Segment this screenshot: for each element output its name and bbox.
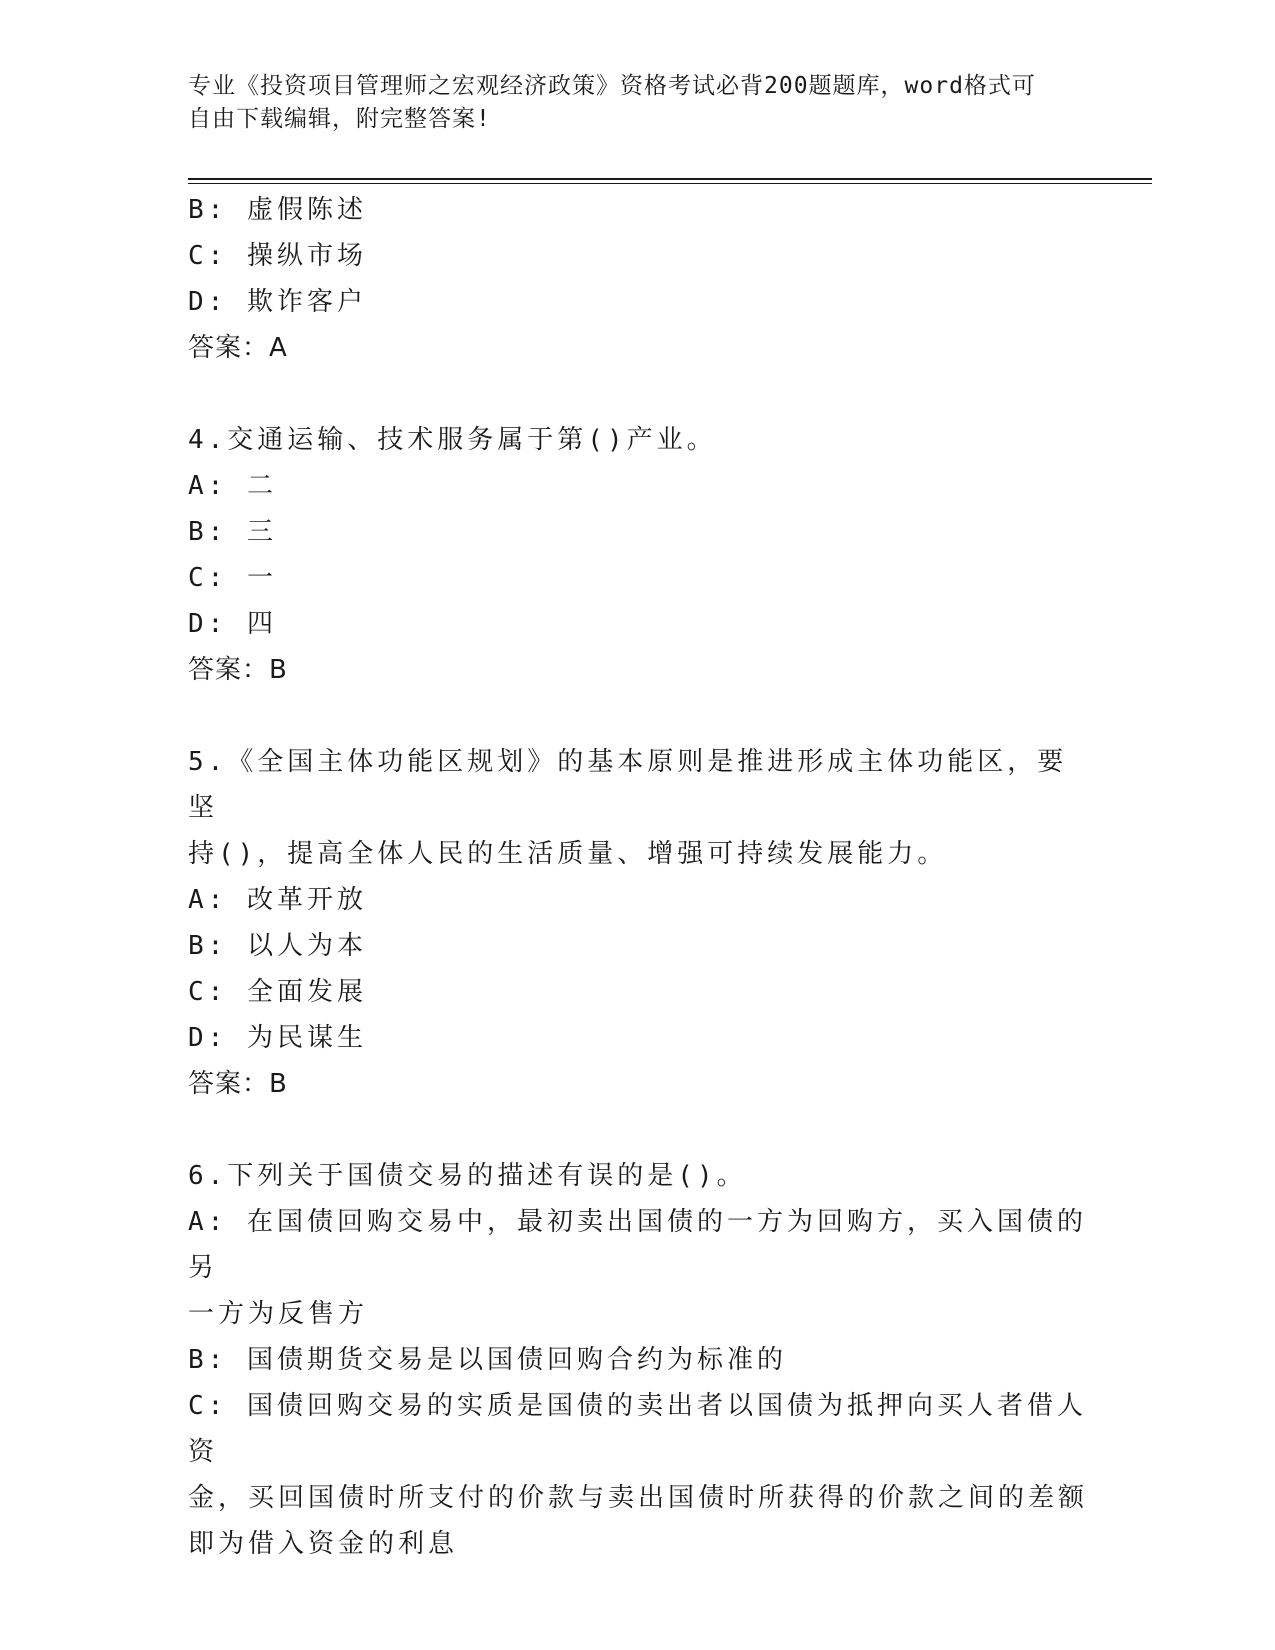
spacer [188,693,1088,739]
q4-option-a: A: 二 [188,471,277,501]
q6-option-c-line-1: C: 国债回购交易的实质是国债的卖出者以国债为抵押向买人者借人资 [188,1391,1087,1467]
q6-option-c-line-2: 金，买回国债时所支付的价款与卖出国债时所获得的价款之间的差额 [188,1483,1089,1513]
q4-stem: 4.交通运输、技术服务属于第()产业。 [188,425,717,455]
spacer [188,1107,1088,1153]
q3-answer: 答案：A [188,333,288,363]
question-5 [188,739,1088,1107]
q5-option-d: D: 为民谋生 [188,1023,367,1053]
q5-option-c: C: 全面发展 [188,977,367,1007]
q4-option-d: D: 四 [188,609,277,639]
q5-option-a: A: 改革开放 [188,885,367,915]
q6-option-a-line-1: A: 在国债回购交易中，最初卖出国债的一方为回购方，买入国债的另 [188,1207,1087,1283]
q5-stem-line-1: 5.《全国主体功能区规划》的基本原则是推进形成主体功能区，要坚 [188,747,1068,823]
q4-answer: 答案：B [188,655,288,685]
question-list [188,187,1088,1567]
q3-option-b: B: 虚假陈述 [188,195,367,225]
q5-stem-line-2: 持()，提高全体人民的生活质量、增强可持续发展能力。 [188,839,948,869]
header-divider-thick [188,178,1152,180]
q5-answer: 答案：B [188,1069,288,1099]
header-divider-thin [188,183,1152,184]
question-6 [188,1153,1088,1567]
q6-option-a-line-2: 一方为反售方 [188,1299,369,1329]
question-3 [188,187,1088,371]
question-4 [188,417,1088,693]
document-header [188,70,1068,136]
q3-option-c: C: 操纵市场 [188,241,367,271]
q6-stem: 6.下列关于国债交易的描述有误的是()。 [188,1161,747,1191]
q6-option-c-line-3: 即为借入资金的利息 [188,1529,459,1559]
q6-option-b: B: 国债期货交易是以国债回购合约为标准的 [188,1345,787,1375]
spacer [188,371,1088,417]
q4-option-c: C: 一 [188,563,277,593]
q5-option-b: B: 以人为本 [188,931,367,961]
q3-option-d: D: 欺诈客户 [188,287,367,317]
q4-option-b: B: 三 [188,517,277,547]
header-line-2: 自由下载编辑，附完整答案! [188,106,491,132]
header-line-1: 专业《投资项目管理师之宏观经济政策》资格考试必背200题题库，word格式可 [188,73,1036,99]
